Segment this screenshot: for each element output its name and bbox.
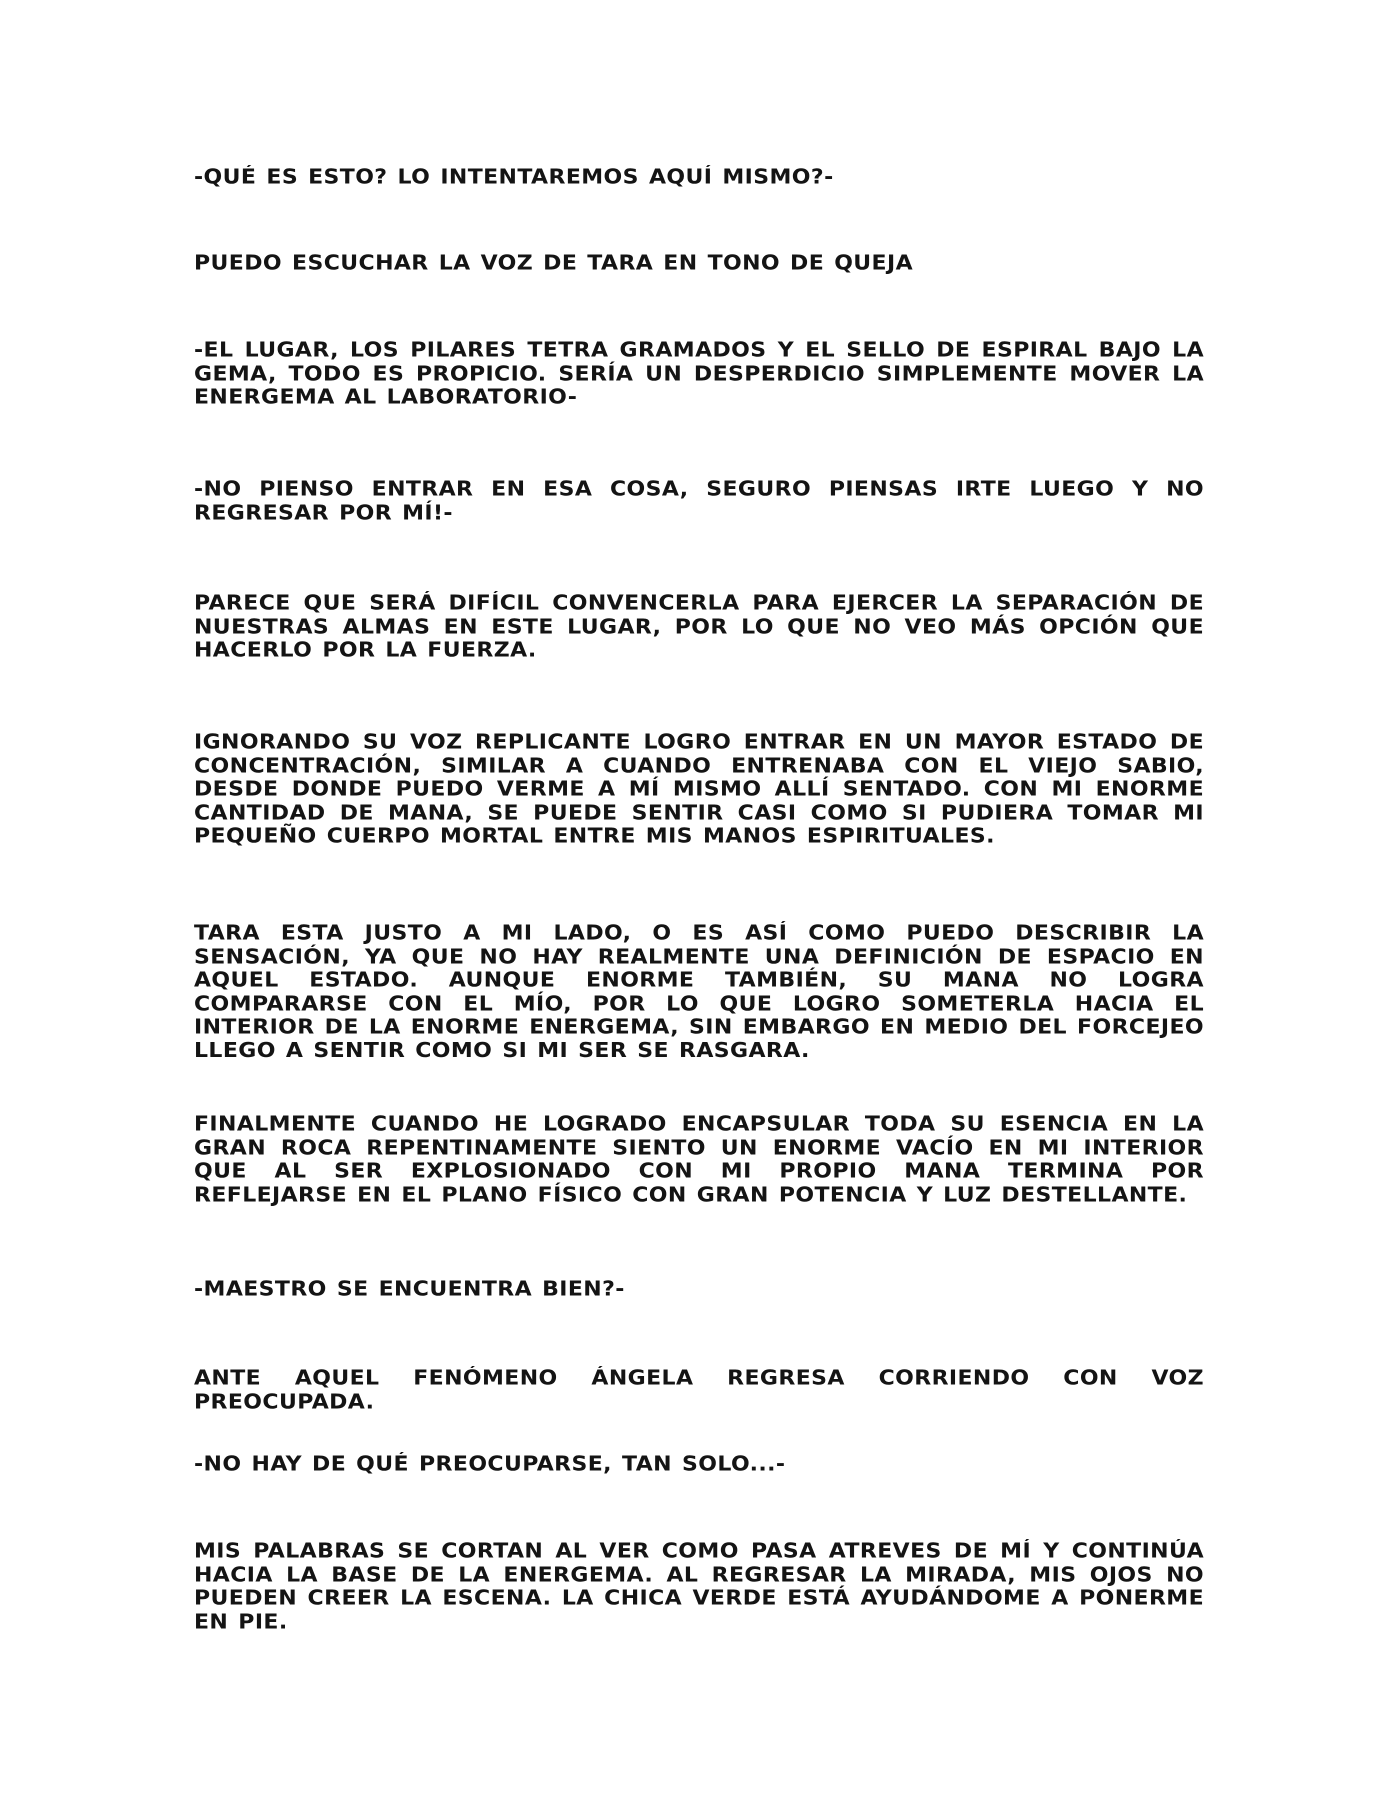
paragraph-11: -NO HAY DE QUÉ PREOCUPARSE, TAN SOLO...- bbox=[194, 1453, 786, 1476]
paragraph-4: -NO PIENSO ENTRAR EN ESA COSA, SEGURO PIENSAS IRTE LUEGO Y NO REGRESAR POR MÍ!- bbox=[194, 478, 1204, 525]
paragraph-7: TARA ESTA JUSTO A MI LADO, O ES ASÍ COMO PUEDO DESCRIBIR LA SENSACIÓN, YA QUE NO HAY REALMENTE UNA DEFINICIÓN DE ESPACIO EN AQUEL ESTADO. AUNQUE ENORME TAMBIÉN, SU MANA NO LOGRA COMPARARSE CON EL MÍO, POR LO QUE LOGRO SOMETERLA HACIA EL INTERIOR DE LA ENORME ENERGEMA, SIN EMBARGO EN MEDIO DEL FORCEJEO LLEGO A SENTIR COMO SI MI SER SE RASGARA. bbox=[194, 922, 1204, 1063]
paragraph-9: -MAESTRO SE ENCUENTRA BIEN?- bbox=[194, 1278, 625, 1301]
paragraph-5: PARECE QUE SERÁ DIFÍCIL CONVENCERLA PARA EJERCER LA SEPARACIÓN DE NUESTRAS ALMAS EN ESTE LUGAR, POR LO QUE NO VEO MÁS OPCIÓN QUE HACERLO POR LA FUERZA. bbox=[194, 592, 1204, 662]
paragraph-6: IGNORANDO SU VOZ REPLICANTE LOGRO ENTRAR EN UN MAYOR ESTADO DE CONCENTRACIÓN, SIMILAR A CUANDO ENTRENABA CON EL VIEJO SABIO, DESDE DONDE PUEDO VERME A MÍ MISMO ALLÍ SENTADO. CON MI ENORME CANTIDAD DE MANA, SE PUEDE SENTIR CASI COMO SI PUDIERA TOMAR MI PEQUEÑO CUERPO MORTAL ENTRE MIS MANOS ESPIRITUALES. bbox=[194, 731, 1204, 848]
paragraph-2: PUEDO ESCUCHAR LA VOZ DE TARA EN TONO DE QUEJA bbox=[194, 252, 914, 275]
paragraph-8: FINALMENTE CUANDO HE LOGRADO ENCAPSULAR TODA SU ESENCIA EN LA GRAN ROCA REPENTINAMENTE SIENTO UN ENORME VACÍO EN MI INTERIOR QUE AL SER EXPLOSIONADO CON MI PROPIO MANA TERMINA POR REFLEJARSE EN EL PLANO FÍSICO CON GRAN POTENCIA Y LUZ DESTELLANTE. bbox=[194, 1113, 1204, 1207]
paragraph-1: -QUÉ ES ESTO? LO INTENTAREMOS AQUÍ MISMO?- bbox=[194, 166, 834, 189]
paragraph-12: MIS PALABRAS SE CORTAN AL VER COMO PASA ATREVES DE MÍ Y CONTINÚA HACIA LA BASE DE LA ENERGEMA. AL REGRESAR LA MIRADA, MIS OJOS NO PUEDEN CREER LA ESCENA. LA CHICA VERDE ESTÁ AYUDÁNDOME A PONERME EN PIE. bbox=[194, 1540, 1204, 1634]
paragraph-3: -EL LUGAR, LOS PILARES TETRA GRAMADOS Y EL SELLO DE ESPIRAL BAJO LA GEMA, TODO ES PROPICIO. SERÍA UN DESPERDICIO SIMPLEMENTE MOVER LA ENERGEMA AL LABORATORIO- bbox=[194, 339, 1204, 409]
paragraph-10: ANTE AQUEL FENÓMENO ÁNGELA REGRESA CORRIENDO CON VOZ PREOCUPADA. bbox=[194, 1367, 1204, 1414]
